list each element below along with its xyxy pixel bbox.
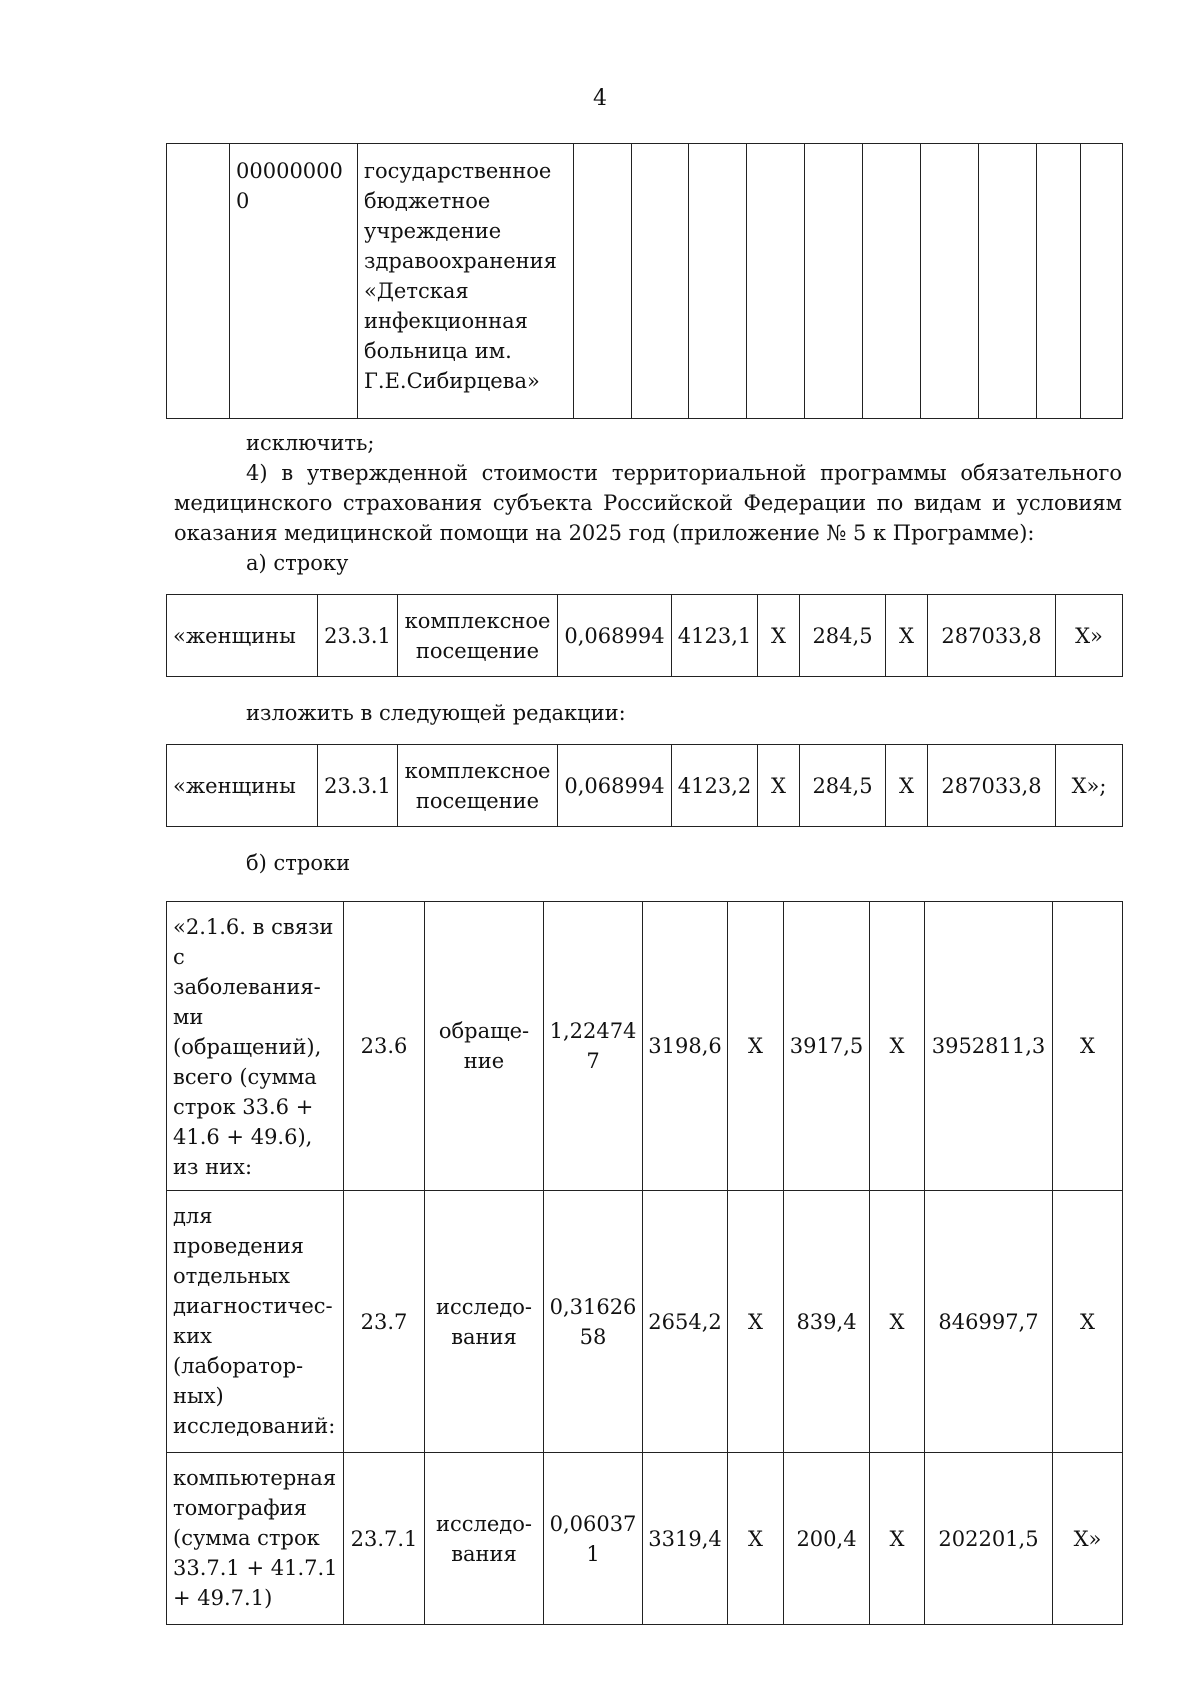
cell-code: 23.7 [344,1191,425,1453]
empty-cell [167,144,230,419]
table-row [167,1191,1123,1453]
cell-cost: 4123,1 [672,595,758,677]
empty-cell [921,144,979,419]
cell-x: Х [728,1453,784,1625]
cell-cost: 3319,4 [643,1453,728,1625]
empty-cell [574,144,632,419]
sub-a-label: а) строку [246,551,349,575]
empty-cell [1081,144,1123,419]
empty-cell [1037,144,1081,419]
cell-unit: обраще- ние [425,902,544,1191]
cell-x: Х [870,1453,925,1625]
empty-cell [632,144,689,419]
cell-norm: 1,22474 7 [544,902,643,1191]
item-4-paragraph: 4) в утвержденной стоимости территориальной программы обязательного медицинского страхования субъекта Российской Федерации по видам и условиям оказания медицинской помощи на 2025 год (приложение № 5 к Программе): [174,461,1122,545]
cell-per-capita: 284,5 [800,745,886,827]
cell-norm: 0,068994 [558,595,672,677]
cell-norm: 0,068994 [558,745,672,827]
cell-cost: 2654,2 [643,1191,728,1453]
cell-x: Х [1053,1191,1123,1453]
institution-table [166,143,1123,419]
cell-x: Х [886,595,928,677]
cell-x: Х [758,595,800,677]
cell-x: Х»; [1056,745,1123,827]
cell-total: 3952811,3 [925,902,1053,1191]
cell-per-capita: 3917,5 [784,902,870,1191]
cell-x: Х [1053,902,1123,1191]
cell-x: Х [728,902,784,1191]
cell-per-capita: 839,4 [784,1191,870,1453]
cell-total: 202201,5 [925,1453,1053,1625]
cell-unit: исследо- вания [425,1453,544,1625]
new-row-table [166,744,1123,827]
cell-x: Х [870,902,925,1191]
cell-norm: 0,31626 58 [544,1191,643,1453]
table-row [167,144,1123,419]
cell-name: «женщины [167,595,318,677]
table-row [167,1453,1123,1625]
cell-name: для проведения отдельных диагностичес- ких (лаборатор- ных) исследований: [167,1191,344,1453]
empty-cell [689,144,747,419]
empty-cell [979,144,1037,419]
page-number: 4 [593,86,607,111]
empty-cell [805,144,863,419]
cell-name: компьютерная томография (сумма строк 33.7.1 + 41.7.1 + 49.7.1) [167,1453,344,1625]
table-row [167,902,1123,1191]
rows-b-table [166,901,1123,1625]
restate-text: изложить в следующей редакции: [246,701,626,725]
table-row [167,745,1123,827]
cell-unit: комплексное посещение [398,595,558,677]
cell-code: 23.3.1 [318,595,398,677]
cell-x: Х» [1053,1453,1123,1625]
cell-per-capita: 284,5 [800,595,886,677]
cell-unit: исследо- вания [425,1191,544,1453]
cell-x: Х» [1056,595,1123,677]
cell-name: «женщины [167,745,318,827]
empty-cell [863,144,921,419]
cell-total: 846997,7 [925,1191,1053,1453]
cell-x: Х [758,745,800,827]
cell-total: 287033,8 [928,595,1056,677]
institution-code: 00000000 0 [230,144,358,419]
cell-cost: 4123,2 [672,745,758,827]
cell-unit: комплексное посещение [398,745,558,827]
cell-cost: 3198,6 [643,902,728,1191]
cell-total: 287033,8 [928,745,1056,827]
cell-name: «2.1.6. в связи с заболевания- ми (обращений), всего (сумма строк 33.6 + 41.6 + 49.6), из них: [167,902,344,1191]
cell-x: Х [886,745,928,827]
cell-code: 23.7.1 [344,1453,425,1625]
table-row [167,595,1123,677]
cell-x: Х [870,1191,925,1453]
sub-b-label: б) строки [246,851,351,875]
exclude-text: исключить; [246,431,375,455]
cell-x: Х [728,1191,784,1453]
cell-norm: 0,06037 1 [544,1453,643,1625]
cell-per-capita: 200,4 [784,1453,870,1625]
institution-name: государственное бюджетное учреждение здравоохранения «Детская инфекционная больница им. Г.Е.Сибирцева» [358,144,574,419]
cell-code: 23.3.1 [318,745,398,827]
cell-code: 23.6 [344,902,425,1191]
old-row-table [166,594,1123,677]
empty-cell [747,144,805,419]
